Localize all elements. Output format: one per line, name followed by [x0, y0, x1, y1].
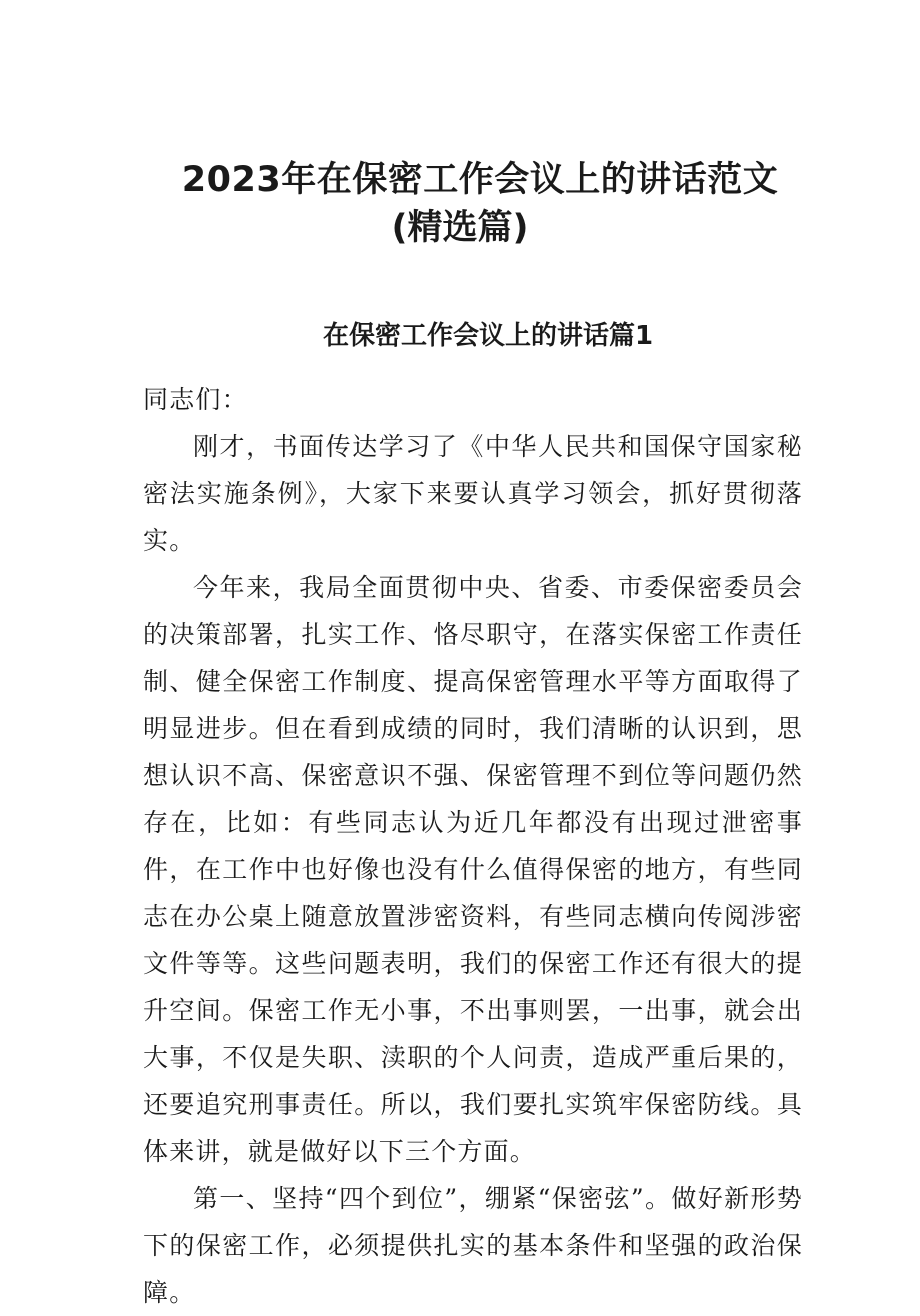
- section-heading: 在保密工作会议上的讲话篇1: [322, 321, 654, 351]
- document-title: 2023年在保密工作会议上的讲话范文: [181, 160, 779, 200]
- salutation: 同志们：: [143, 385, 248, 414]
- paragraph: 刚才，书面传达学习了《中华人民共和国保守国家秘密法实施条例》，大家下来要认真学习领会，抓好贯彻落实。: [143, 432, 803, 555]
- document-title-continued: (精选篇): [391, 208, 529, 248]
- paragraph: 第一、坚持“四个到位”，绷紧“保密弦”。做好新形势下的保密工作，必须提供扎实的基本条件和坚强的政治保障。: [143, 1184, 803, 1307]
- paragraph: 今年来，我局全面贯彻中央、省委、市委保密委员会的决策部署，扎实工作、恪尽职守，在落实保密工作责任制、健全保密工作制度、提高保密管理水平等方面取得了明显进步。但在看到成绩的同时，我们清晰的认识到，思想认识不高、保密意识不强、保密管理不到位等问题仍然存在，比如：有些同志认为近几年都没有出现过泄密事件，在工作中也好像也没有什么值得保密的地方，有些同志在办公桌上随意放置涉密资料，有些同志横向传阅涉密文件等等。这些问题表明，我们的保密工作还有很大的提升空间。保密工作无小事，不出事则罢，一出事，就会出大事，不仅是失职、渎职的个人问责，造成严重后果的，还要追究刑事责任。所以，我们要扎实筑牢保密防线。具体来讲，就是做好以下三个方面。: [143, 573, 803, 1166]
- document-body: [143, 376, 803, 1316]
